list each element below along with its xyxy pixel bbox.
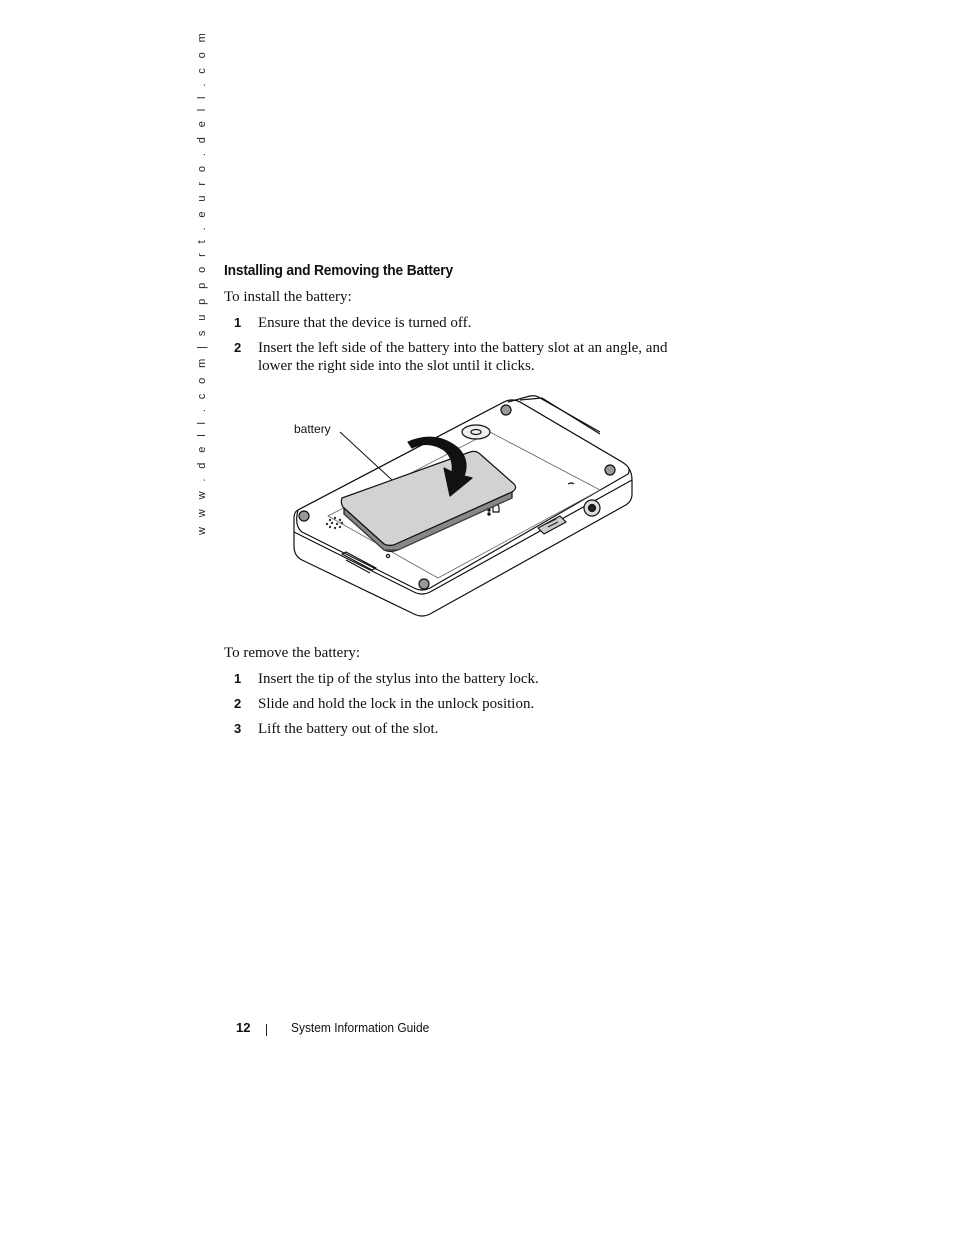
screw-icon (605, 465, 615, 475)
step-number: 1 (234, 671, 242, 686)
page-number: 12 (236, 1020, 251, 1035)
remove-intro: To remove the battery: (224, 645, 360, 661)
battery-callout-label: battery (294, 422, 331, 436)
step-number: 3 (234, 721, 242, 736)
section-heading: Installing and Removing the Battery (224, 262, 453, 279)
battery-installation-illustration (280, 392, 650, 624)
screw-icon (419, 579, 429, 589)
step-number: 2 (234, 696, 242, 711)
footer-divider (266, 1024, 267, 1036)
screw-icon (299, 511, 309, 521)
camera-icon (462, 425, 490, 439)
battery-callout-line (340, 432, 392, 480)
step-number: 2 (234, 340, 242, 355)
install-intro: To install the battery: (224, 289, 352, 305)
step-number: 1 (234, 315, 242, 330)
step-text: Ensure that the device is turned off. (258, 315, 472, 331)
step-text: Slide and hold the lock in the unlock position. (258, 696, 535, 712)
step-text: Insert the tip of the stylus into the battery lock. (258, 671, 539, 687)
guide-title: System Information Guide (291, 1020, 430, 1035)
screw-icon (501, 405, 511, 415)
sidebar-url: w w w . d e l l . c o m | s u p p o r t . e u r o . d e l l . c o m (196, 29, 208, 535)
step-text: Insert the left side of the battery into the battery slot at an angle, and lower the right side into the slot until it clicks. (258, 340, 668, 374)
step-text: Lift the battery out of the slot. (258, 721, 439, 737)
